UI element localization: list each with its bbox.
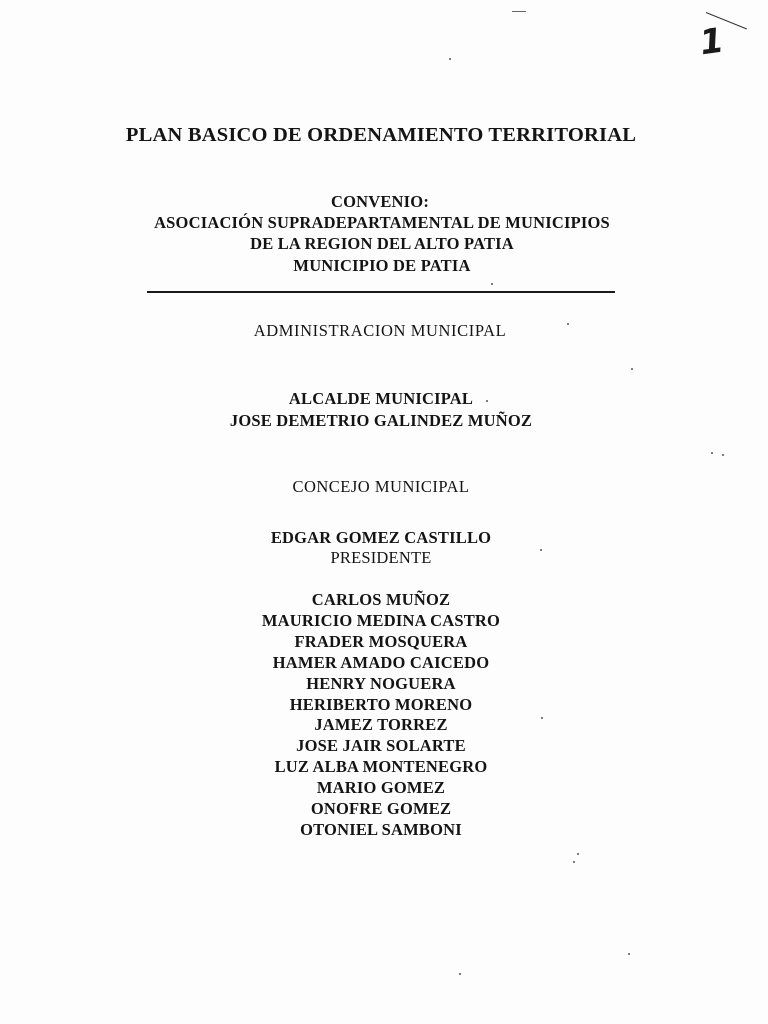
document-title: PLAN BASICO DE ORDENAMIENTO TERRITORIAL: [125, 124, 637, 146]
council-member: MAURICIO MEDINA CASTRO: [261, 610, 501, 630]
scan-speck: [711, 452, 713, 454]
handwritten-page-number: 1: [697, 20, 727, 64]
council-president-name: EDGAR GOMEZ CASTILLO: [270, 528, 492, 547]
council-member: JAMEZ TORREZ: [314, 715, 448, 735]
council-president-title: PRESIDENTE: [330, 548, 432, 567]
scan-speck: [491, 283, 493, 285]
scan-speck: [459, 973, 461, 975]
agreement-line-association: ASOCIACIÓN SUPRADEPARTAMENTAL DE MUNICIPIOS: [154, 213, 610, 232]
agreement-line-region: DE LA REGION DEL ALTO PATIA: [250, 234, 514, 253]
council-member: HERIBERTO MORENO: [289, 694, 473, 714]
council-member: HENRY NOGUERA: [306, 673, 456, 693]
agreement-line-municipality: MUNICIPIO DE PATIA: [293, 256, 471, 275]
scan-speck: [567, 323, 569, 325]
scan-mark: [512, 11, 526, 12]
scan-speck: [541, 717, 543, 719]
council-members-list: [0, 590, 762, 841]
agreement-heading: CONVENIO:: [330, 192, 430, 211]
scan-speck: [577, 853, 579, 855]
scan-speck: [449, 58, 451, 60]
council-member: JOSE JAIR SOLARTE: [296, 736, 466, 756]
scan-speck: [628, 953, 630, 955]
mayor-title: ALCALDE MUNICIPAL: [288, 389, 474, 408]
council-member: FRADER MOSQUERA: [294, 631, 468, 651]
mayor-name: JOSE DEMETRIO GALINDEZ MUÑOZ: [229, 411, 533, 430]
scan-speck: [722, 454, 724, 456]
council-heading: CONCEJO MUNICIPAL: [292, 477, 470, 496]
scan-speck: [540, 549, 542, 551]
council-member: OTONIEL SAMBONI: [300, 819, 462, 839]
scan-speck: [631, 368, 633, 370]
administration-heading: ADMINISTRACION MUNICIPAL: [253, 321, 507, 340]
scan-speck: [486, 400, 488, 402]
council-member: LUZ ALBA MONTENEGRO: [274, 757, 488, 777]
council-member: HAMER AMADO CAICEDO: [272, 652, 490, 672]
council-member: ONOFRE GOMEZ: [310, 799, 452, 819]
council-member: CARLOS MUÑOZ: [311, 590, 451, 609]
scan-speck: [573, 861, 575, 863]
section-divider: [147, 291, 615, 293]
council-member: MARIO GOMEZ: [316, 778, 446, 798]
